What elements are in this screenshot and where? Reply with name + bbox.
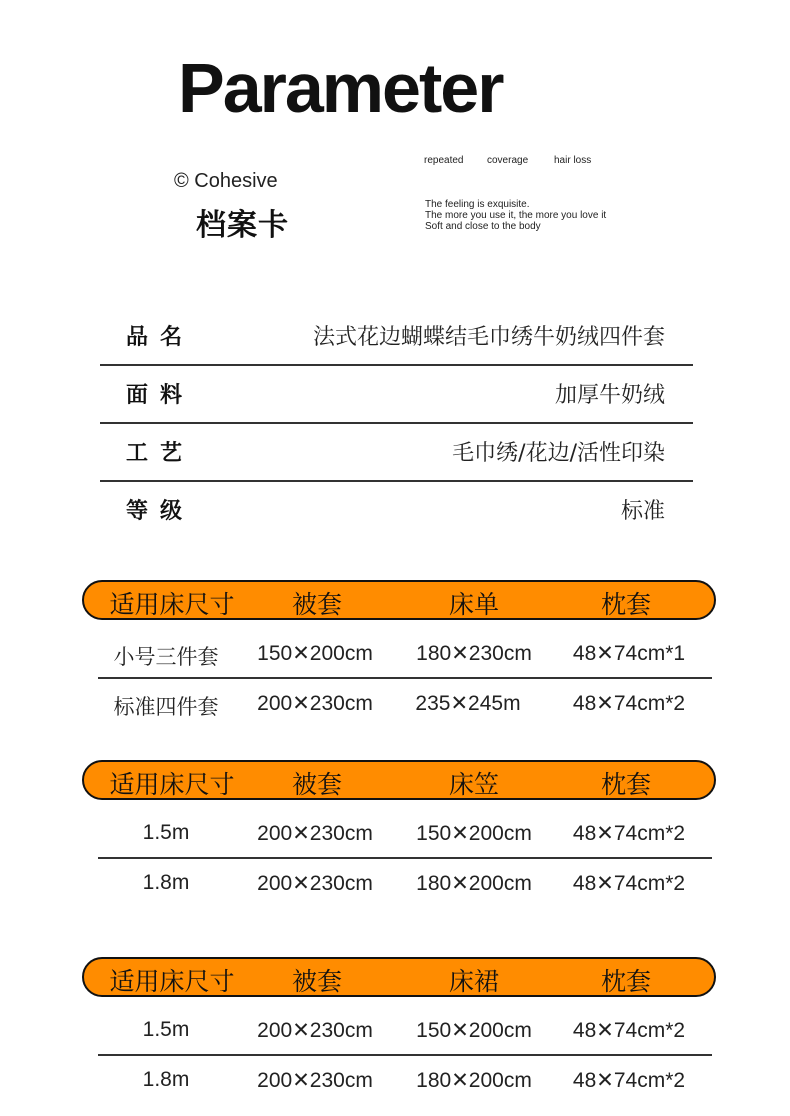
tagline-line: The feeling is exquisite. bbox=[425, 199, 530, 210]
card-label: 档案卡 bbox=[196, 208, 289, 243]
column-header: 枕套 bbox=[600, 590, 652, 619]
table-cell: 180✕200cm bbox=[416, 1069, 532, 1092]
param-value: 标准 bbox=[620, 499, 665, 524]
column-header: 床笠 bbox=[448, 770, 500, 799]
table-cell: 48✕74cm*2 bbox=[572, 1019, 686, 1042]
table-cell: 标准四件套 bbox=[113, 695, 219, 719]
brand-name: © Cohesive bbox=[174, 170, 278, 192]
table-cell: 150✕200cm bbox=[416, 822, 532, 845]
table-cell: 1.5m bbox=[142, 1018, 190, 1041]
table-cell: 48✕74cm*1 bbox=[572, 642, 686, 665]
table-cell: 48✕74cm*2 bbox=[572, 872, 686, 895]
param-label: 等级 bbox=[126, 499, 195, 524]
column-header: 枕套 bbox=[600, 770, 652, 799]
column-header: 适用床尺寸 bbox=[109, 967, 235, 996]
table-cell: 48✕74cm*2 bbox=[572, 822, 686, 845]
param-row bbox=[100, 366, 693, 424]
table-cell: 200✕230cm bbox=[257, 1069, 373, 1092]
table-cell: 200✕230cm bbox=[257, 1019, 373, 1042]
column-header: 被套 bbox=[291, 590, 343, 619]
param-label: 品名 bbox=[126, 325, 195, 350]
table-row bbox=[98, 629, 712, 679]
tagline-line: The more you use it, the more you love it bbox=[425, 210, 607, 221]
size-table-header bbox=[82, 580, 716, 620]
parameter-list bbox=[100, 308, 693, 540]
page-title: Parameter bbox=[178, 49, 503, 127]
tagline bbox=[425, 199, 606, 232]
table-cell: 180✕200cm bbox=[416, 872, 532, 895]
column-header: 床单 bbox=[448, 590, 500, 619]
table-cell: 200✕230cm bbox=[257, 822, 373, 845]
param-row bbox=[100, 424, 693, 482]
table-cell: 1.8m bbox=[142, 871, 190, 894]
tag-item: coverage bbox=[487, 155, 529, 166]
column-header: 枕套 bbox=[600, 967, 652, 996]
table-cell: 180✕230cm bbox=[416, 642, 532, 665]
size-table-header bbox=[82, 957, 716, 997]
param-row bbox=[100, 482, 693, 540]
table-row bbox=[98, 809, 712, 859]
param-label: 工艺 bbox=[126, 441, 195, 466]
table-cell: 小号三件套 bbox=[113, 645, 219, 669]
table-cell: 200✕230cm bbox=[257, 872, 373, 895]
param-value: 加厚牛奶绒 bbox=[554, 383, 665, 408]
column-header: 适用床尺寸 bbox=[109, 770, 235, 799]
table-row bbox=[98, 679, 712, 729]
column-header: 适用床尺寸 bbox=[109, 590, 235, 619]
tag-item: repeated bbox=[424, 155, 464, 166]
table-cell: 235✕245m bbox=[415, 692, 521, 715]
table-row bbox=[98, 1056, 712, 1106]
table-cell: 200✕230cm bbox=[257, 692, 373, 715]
size-table-header bbox=[82, 760, 716, 800]
table-cell: 150✕200cm bbox=[416, 1019, 532, 1042]
table-row bbox=[98, 859, 712, 909]
table-cell: 1.8m bbox=[142, 1068, 190, 1091]
param-label: 面料 bbox=[126, 383, 195, 408]
tag-item: hair loss bbox=[554, 155, 592, 166]
table-cell: 1.5m bbox=[142, 821, 190, 844]
tagline-line: Soft and close to the body bbox=[425, 221, 541, 232]
column-header: 被套 bbox=[291, 967, 343, 996]
table-cell: 48✕74cm*2 bbox=[572, 692, 686, 715]
param-value: 毛巾绣/花边/活性印染 bbox=[452, 441, 665, 466]
table-row bbox=[98, 1006, 712, 1056]
column-header: 床裙 bbox=[448, 967, 500, 996]
param-row bbox=[100, 308, 693, 366]
table-cell: 150✕200cm bbox=[257, 642, 373, 665]
param-value: 法式花边蝴蝶结毛巾绣牛奶绒四件套 bbox=[312, 325, 665, 350]
column-header: 被套 bbox=[291, 770, 343, 799]
table-cell: 48✕74cm*2 bbox=[572, 1069, 686, 1092]
